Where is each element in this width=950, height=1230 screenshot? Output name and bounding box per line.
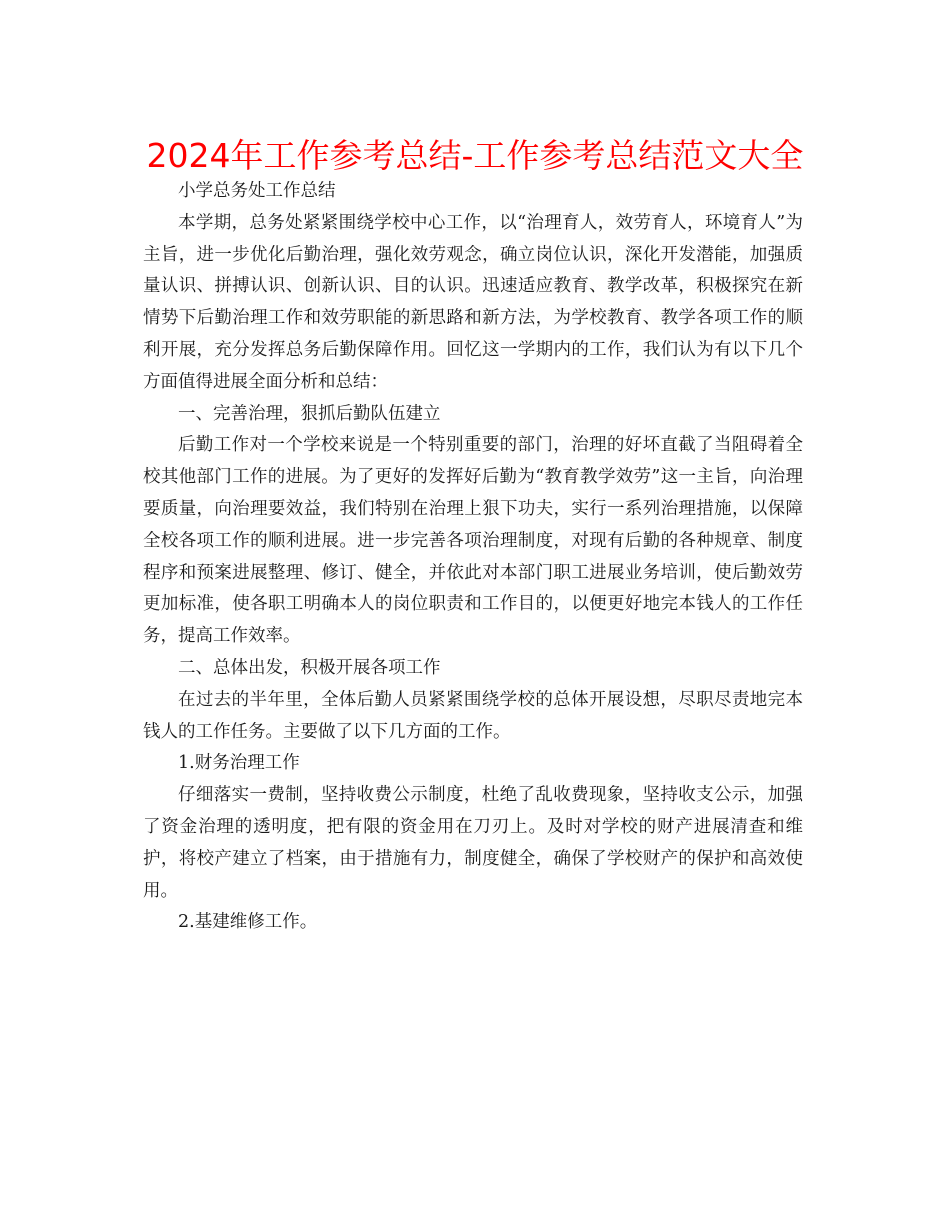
body-paragraph-intro: 本学期，总务处紧紧围绕学校中心工作，以“治理育人，效劳育人，环境育人”为主旨，进一步优化后勤治理，强化效劳观念，确立岗位认识，深化开发潜能，加强质量认识、拼搏认识、创新认识、目的认识。迅速适应教育、教学改革，积极探究在新情势下后勤治理工作和效劳职能的新思路和新方法，为学校教育、教学各项工作的顺利开展，充分发挥总务后勤保障作用。回忆这一学期内的工作，我们认为有以下几个方面值得进展全面分析和总结： — [143, 212, 803, 392]
subsection-heading-2: 2.基建维修工作。 — [178, 912, 318, 933]
document-title: 2024年工作参考总结-工作参考总结范文大全 — [146, 136, 804, 175]
section-subtitle: 小学总务处工作总结 — [178, 181, 336, 201]
body-paragraph-3: 仔细落实一费制，坚持收费公示制度，杜绝了乱收费现象，坚持收支公示，加强了资金治理的透明度，把有限的资金用在刀刃上。及时对学校的财产进展清查和维护，将校产建立了档案，由于措施有力，制度健全，确保了学校财产的保护和高效使用。 — [143, 785, 803, 901]
document-body — [143, 176, 803, 939]
body-paragraph-2: 在过去的半年里，全体后勤人员紧紧围绕学校的总体开展设想，尽职尽责地完本钱人的工作任务。主要做了以下几方面的工作。 — [143, 689, 803, 742]
subsection-heading-1: 1.财务治理工作 — [178, 753, 300, 774]
section-heading-2: 二、总体出发，积极开展各项工作 — [178, 657, 441, 678]
section-heading-1: 一、完善治理，狠抓后勤队伍建立 — [178, 403, 441, 424]
body-paragraph-1: 后勤工作对一个学校来说是一个特别重要的部门，治理的好坏直截了当阻碍着全校其他部门工作的进展。为了更好的发挥好后勤为“教育教学效劳”这一主旨，向治理要质量，向治理要效益，我们特别在治理上狠下功夫，实行一系列治理措施，以保障全校各项工作的顺利进展。进一步完善各项治理制度，对现有后勤的各种规章、制度程序和预案进展整理、修订、健全，并依此对本部门职工进展业务培训，使后勤效劳更加标准，使各职工明确本人的岗位职责和工作目的，以便更好地完本钱人的工作任务，提高工作效率。 — [143, 435, 803, 647]
